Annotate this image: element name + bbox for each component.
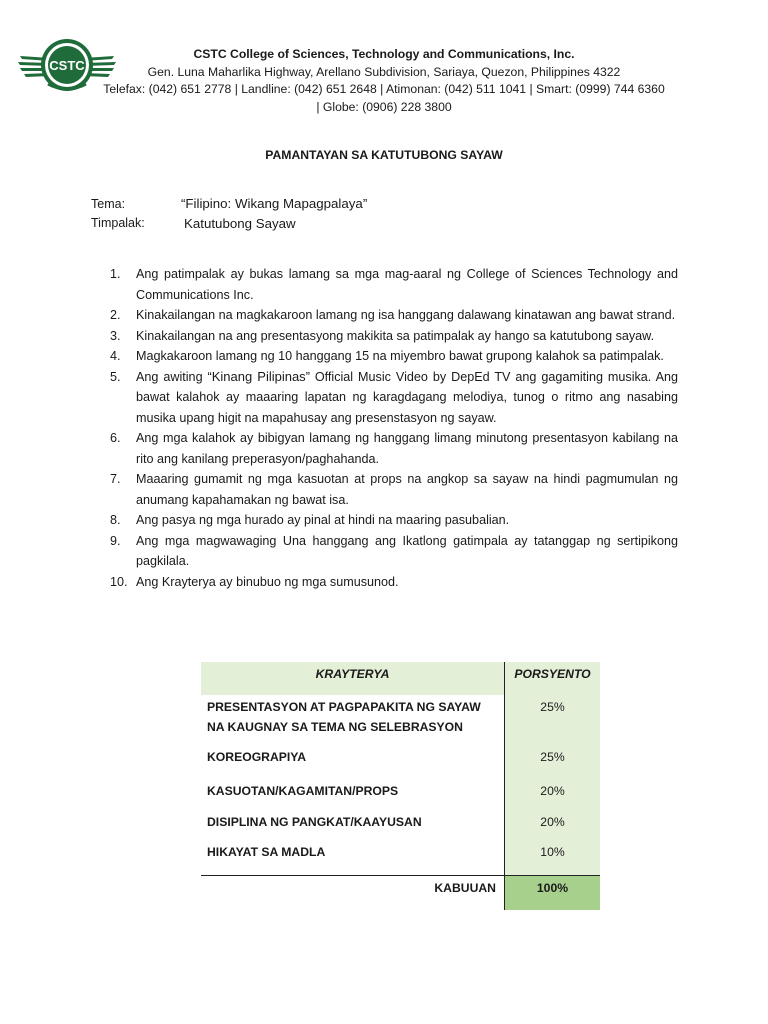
criteria-cell: KASUOTAN/KAGAMITAN/PROPS: [207, 784, 399, 798]
list-item: 1. Ang patimpalak ay bukas lamang sa mga mag-aaral ng College of Sciences Technology and Communications Inc.: [110, 267, 678, 302]
timpalak-label: Timpalak:: [91, 216, 145, 230]
list-item: 6. Ang mga kalahok ay bibigyan lamang ng hanggang limang minutong presentasyon kabilang na rito ang kanilang preperasyon/paghahanda.: [110, 431, 678, 466]
song-title: Kinang Pilipinas: [211, 368, 306, 384]
table-row: [201, 812, 600, 842]
list-item: 10. Ang Krayterya ay binubuo ng mga sumusunod.: [110, 574, 399, 589]
org-address: Gen. Luna Maharlika Highway, Arellano Subdivision, Sariaya, Quezon, Philippines 4322: [147, 64, 621, 79]
list-item: 9. Ang mga magwawaging Una hanggang ang Ikatlong gatimpala ay tatanggap ng sertipikong pagkilala.: [110, 533, 678, 568]
criteria-table: [201, 662, 600, 910]
table-row: [201, 842, 600, 876]
criteria-cell: PRESENTASYON AT PAGPAPAKITA NG SAYAW: [207, 700, 481, 714]
org-contacts-globe: | Globe: (0906) 228 3800: [316, 99, 452, 114]
table-row: [201, 695, 600, 747]
percent-cell: 10%: [505, 842, 601, 876]
percent-cell: 20%: [505, 781, 601, 812]
total-label: KABUUAN: [201, 876, 505, 911]
table-row: [201, 747, 600, 781]
percent-cell: 25%: [505, 747, 601, 781]
list-item: 7. Maaaring gumamit ng mga kasuotan at props na angkop sa sayaw na hindi pagmumulan ng anumang kapahamakan ng bawat isa.: [110, 472, 678, 507]
criteria-cell: NA KAUGNAY SA TEMA NG SELEBRASYON: [207, 720, 463, 734]
org-contacts: Telefax: (042) 651 2778 | Landline: (042) 651 2648 | Atimonan: (042) 511 1041 | Smart: (0999) 744 6360: [103, 82, 665, 96]
criteria-cell: HIKAYAT SA MADLA: [207, 845, 326, 859]
total-value: 100%: [505, 876, 601, 911]
list-item: 5. Ang awiting “Kinang Pilipinas” Official Music Video by DepEd TV ang gagamiting musika. Ang bawat kalahok ay maaaring lapatan ng karagdagang melodiya, tunog o ritmo ang nasabing musika upang higit na mapahusay ang presenstasyon ng sayaw.: [110, 368, 678, 425]
letterhead: [80, 46, 688, 116]
percent-cell: 20%: [505, 812, 601, 842]
rules-list: [110, 264, 678, 592]
org-name: CSTC College of Sciences, Technology and Communications, Inc.: [193, 47, 575, 61]
column-header-percent: PORSYENTO: [505, 662, 601, 695]
timpalak-value: Katutubong Sayaw: [184, 216, 296, 231]
column-header-criteria: KRAYTERYA: [201, 662, 505, 695]
criteria-cell: KOREOGRAPIYA: [207, 750, 307, 764]
list-item: 2. Kinakailangan na magkakaroon lamang ng isa hanggang dalawang kinatawan ang bawat strand.: [110, 308, 676, 322]
document-title: PAMANTAYAN SA KATUTUBONG SAYAW: [265, 148, 503, 162]
logo-text: CSTC: [49, 58, 85, 73]
table-row: [201, 781, 600, 812]
criteria-cell: DISIPLINA NG PANGKAT/KAAYUSAN: [207, 815, 422, 829]
list-item: 8. Ang pasya ng mga hurado ay pinal at hindi na maaring pasubalian.: [110, 513, 510, 527]
list-item: 3. Kinakailangan na ang presentasyong makikita sa patimpalak ay hango sa katutubong sayaw.: [110, 328, 655, 343]
tema-value: “Filipino: Wikang Mapagpalaya”: [181, 196, 368, 211]
list-item: 4. Magkakaroon lamang ng 10 hanggang 15 na miyembro bawat grupong kalahok sa patimpalak.: [110, 349, 664, 363]
tema-label: Tema:: [91, 197, 126, 211]
table-total-row: [201, 876, 600, 911]
percent-cell: 25%: [505, 695, 601, 747]
table-header-row: [201, 662, 600, 695]
